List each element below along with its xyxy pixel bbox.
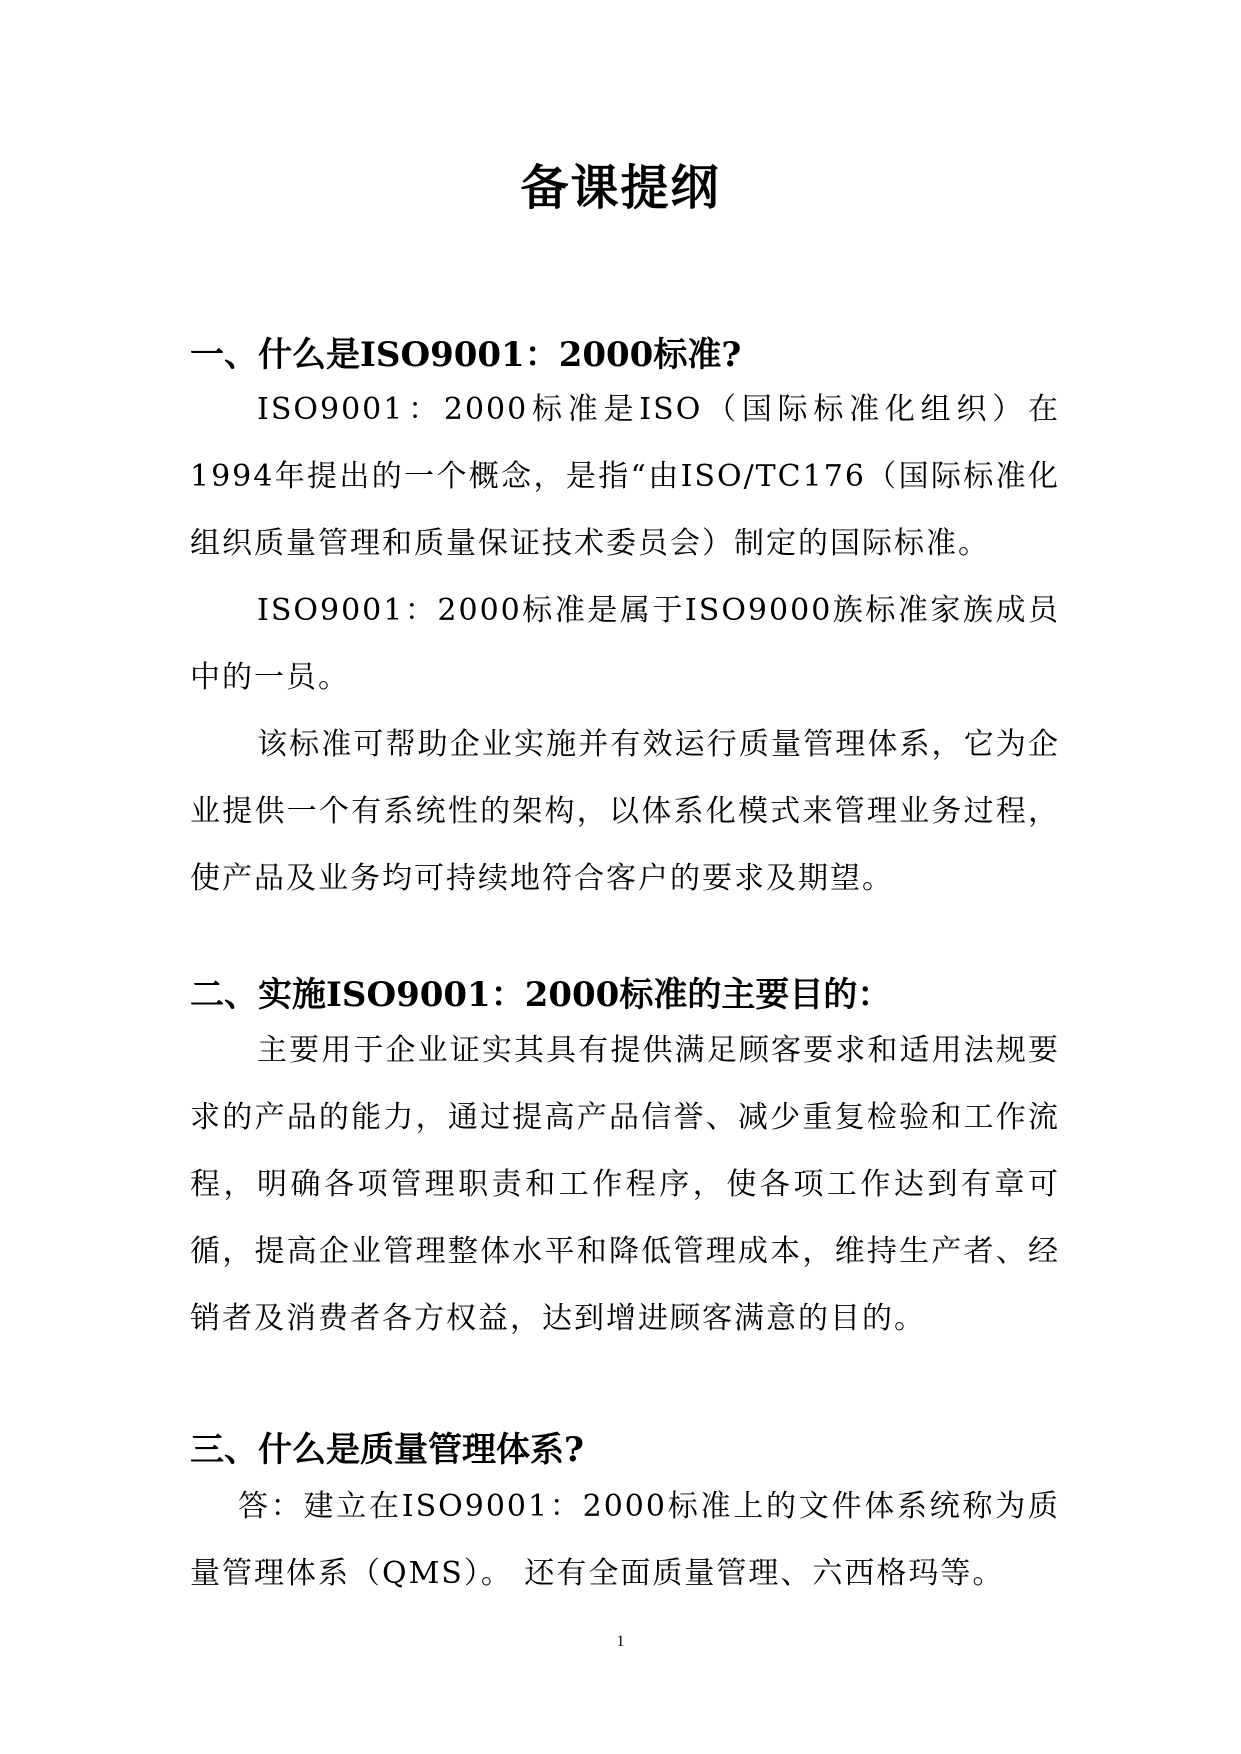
section-3-paragraph-1: 答：建立在ISO9001：2000标准上的文件体系统称为质量管理体系（QMS）。 还有全面质量管理、六西格玛等。	[190, 1489, 1060, 1591]
section-1-heading: 一、什么是ISO9001：2000标准?	[190, 335, 742, 375]
document-title: 备课提纲	[520, 160, 721, 216]
section-3-heading: 三、什么是质量管理体系?	[190, 1430, 584, 1470]
section-1-paragraph-2: ISO9001：2000标准是属于ISO9000族标准家族成员中的一员。	[190, 593, 1060, 695]
page-number: 1	[616, 1633, 625, 1650]
section-1-paragraph-1: ISO9001：2000标准是ISO（国际标准化组织）在1994年提出的一个概念，是指“由ISO/TC176（国际标准化组织质量管理和质量保证技术委员会）制定的国际标准。	[190, 392, 1060, 561]
section-1-paragraph-3: 该标准可帮助企业实施并有效运行质量管理体系，它为企业提供一个有系统性的架构，以体系化模式来管理业务过程，使产品及业务均可持续地符合客户的要求及期望。	[190, 727, 1060, 896]
section-2-heading: 二、实施ISO9001：2000标准的主要目的：	[190, 975, 892, 1015]
section-2-paragraph-1: 主要用于企业证实其具有提供满足顾客要求和适用法规要求的产品的能力，通过提高产品信誉、减少重复检验和工作流程，明确各项管理职责和工作程序，使各项工作达到有章可循，提高企业管理整体水平和降低管理成本，维持生产者、经销者及消费者各方权益，达到增进顾客满意的目的。	[190, 1033, 1060, 1336]
